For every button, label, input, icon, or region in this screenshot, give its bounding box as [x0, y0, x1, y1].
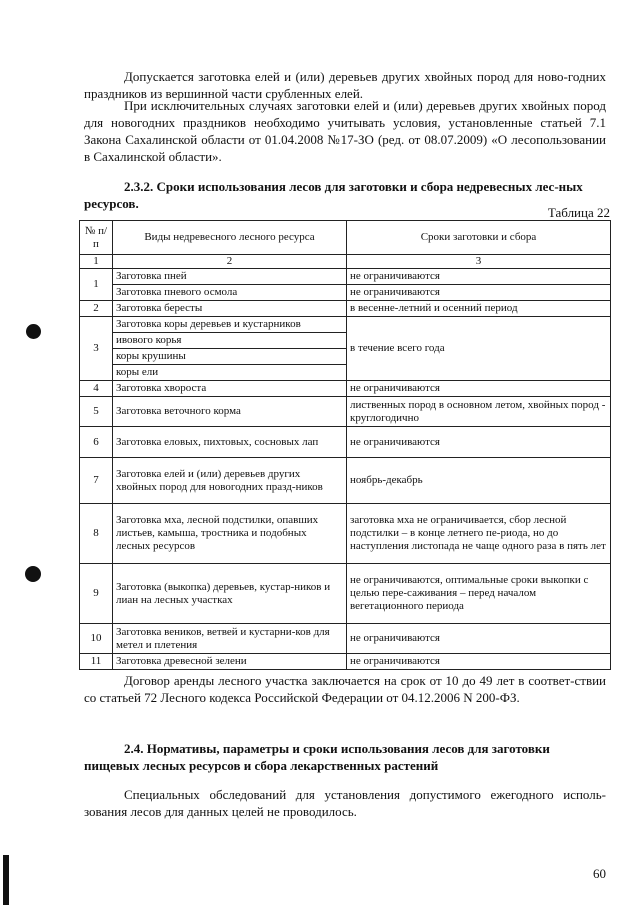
table-caption: Таблица 22 [547, 205, 610, 220]
row-resource: Заготовка хвороста [113, 381, 347, 397]
paragraph-exceptional-cases: При исключительных случаях заготовки елей и (или) деревьев других хвойных пород для новогодних праздников необходимо учитывать условия, установленные статьей 7.1 Закона Сахалинской области от 01.04.2008 №17-ЗО (ред. от 08.07.2009) «О лесопользовании в Сахалинской области». [84, 98, 606, 164]
row-terms: в течение всего года [347, 317, 611, 381]
row-terms: не ограничиваются [347, 381, 611, 397]
row-resource: Заготовка пневого осмола [113, 285, 347, 301]
paragraph-special-surveys: Специальных обследований для установления допустимого ежегодного исполь-зования лесов для данных целей не проводилось. [84, 787, 606, 819]
paragraph-lease-agreement: Договор аренды лесного участка заключается на срок от 10 до 49 лет в соответ-ствии со статьей 72 Лесного кодекса Российской Федерации от 04.12.2006 N 200-ФЗ. [84, 673, 606, 705]
punch-hole-dot [25, 566, 41, 582]
row-resource: Заготовка еловых, пихтовых, сосновых лап [113, 427, 347, 458]
header-resource: Виды недревесного лесного ресурса [113, 221, 347, 255]
row-resource: Заготовка (выкопка) деревьев, кустар-ников и лиан на лесных участках [113, 564, 347, 624]
row-resource: Заготовка веточного корма [113, 397, 347, 427]
col-number-2: 2 [113, 255, 347, 269]
row-number: 9 [80, 564, 113, 624]
section-heading-2-3-2: 2.3.2. Сроки использования лесов для заготовки и сбора недревесных лес-ных ресурсов. [84, 179, 583, 211]
page-number: 60 [593, 866, 606, 881]
row-resource: Заготовка пней [113, 269, 347, 285]
table-row [80, 624, 611, 654]
col-number-1: 1 [80, 255, 113, 269]
row-terms: не ограничиваются [347, 427, 611, 458]
row-terms: не ограничиваются, оптимальные сроки выкопки с целью пере-саживания – перед началом вегетационного периода [347, 564, 611, 624]
row-number: 5 [80, 397, 113, 427]
row-terms: заготовка мха не ограничивается, сбор лесной подстилки – в конце летнего пе-риода, но до наступления листопада не чаще одного раза в пять лет [347, 504, 611, 564]
row-terms: не ограничиваются [347, 654, 611, 670]
row-number: 1 [80, 269, 113, 301]
row-resource: Заготовка веников, ветвей и кустарни-ков для метел и плетения [113, 624, 347, 654]
row-resource: коры ели [113, 364, 346, 380]
table-row [80, 397, 611, 427]
table-row [80, 269, 611, 285]
table-row [80, 317, 611, 381]
table-row [80, 504, 611, 564]
row-resource: Заготовка древесной зелени [113, 654, 347, 670]
non-timber-resources-table [79, 220, 611, 670]
row-number: 7 [80, 458, 113, 504]
row-number: 11 [80, 654, 113, 670]
row-terms: лиственных пород в основном летом, хвойных пород - круглогодично [347, 397, 611, 427]
row-resource: Заготовка бересты [113, 301, 347, 317]
row-resource: ивового корья [113, 332, 346, 348]
row-number: 3 [80, 317, 113, 381]
row-terms: в весенне-летний и осенний период [347, 301, 611, 317]
table-row [80, 564, 611, 624]
row-number: 6 [80, 427, 113, 458]
table-row [80, 285, 611, 301]
row-terms: не ограничиваются [347, 285, 611, 301]
col-number-3: 3 [347, 255, 611, 269]
table-row [80, 458, 611, 504]
section-heading-2-4: 2.4. Нормативы, параметры и сроки использования лесов для заготовки пищевых лесных ресурсов и сбора лекарственных растений [84, 741, 550, 773]
table-row [80, 381, 611, 397]
row-terms: не ограничиваются [347, 624, 611, 654]
column-number-row [80, 255, 611, 269]
row-resource: Заготовка коры деревьев и кустарников [116, 318, 301, 330]
header-number: № п/п [80, 221, 113, 255]
table-row [80, 427, 611, 458]
punch-hole-dot [26, 324, 41, 339]
scan-edge-mark [3, 855, 9, 905]
table-header-row [80, 221, 611, 255]
row-resource: Заготовка мха, лесной подстилки, опавших листьев, камыша, тростника и подобных лесных ресурсов [113, 504, 347, 564]
table-row [80, 301, 611, 317]
row-resource: Заготовка елей и (или) деревьев других хвойных пород для новогодних празд-ников [113, 458, 347, 504]
table-row [80, 654, 611, 670]
row-resource: коры крушины [113, 348, 346, 364]
row-number: 8 [80, 504, 113, 564]
row-terms: ноябрь-декабрь [347, 458, 611, 504]
row-number: 10 [80, 624, 113, 654]
paragraph-new-year-trees: Допускается заготовка елей и (или) деревьев других хвойных пород для ново-годних праздников из вершинной части срубленных елей. [84, 69, 606, 101]
header-terms: Сроки заготовки и сбора [347, 221, 611, 255]
row-number: 2 [80, 301, 113, 317]
row-number: 4 [80, 381, 113, 397]
row-terms: не ограничиваются [347, 269, 611, 285]
